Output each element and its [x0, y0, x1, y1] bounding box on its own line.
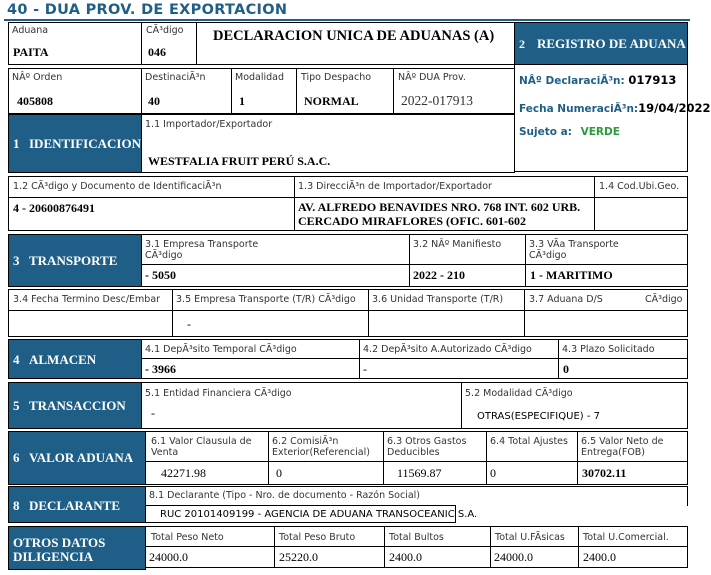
gastos-label2: Deducibles [387, 447, 440, 458]
declarante-value-cell [145, 505, 478, 523]
sujeto-row [519, 126, 620, 138]
manifiesto-label-cell [409, 234, 526, 265]
fecha-termino-cell [8, 289, 173, 337]
aduana-label: Aduana [12, 25, 49, 36]
deposito-value-cell [141, 358, 360, 379]
transaccion-name: TRANSACCION [29, 398, 126, 413]
direccion-label: 1.3 DirecciÃ³n de Importador/Exportador [298, 181, 492, 192]
importador-cell [141, 114, 515, 173]
sujeto-label: Sujeto a: [519, 126, 572, 138]
unidad-divider [368, 310, 525, 311]
bultos-label-cell [384, 526, 491, 547]
unidad-label: 3.6 Unidad Transporte (T/R) [372, 294, 504, 305]
clausula-label-cell [145, 431, 269, 462]
declaracion-value: 017913 [628, 73, 677, 87]
declarante-value: RUC 20101409199 - AGENCIA DE ADUANA TRANSOCEANIC S.A. [160, 509, 478, 520]
ubigeo-label: 1.4 Cod.Ubi.Geo. [599, 181, 680, 192]
codigo-doc-label: 1.2 CÃ³digo y Documento de IdentificaciÃ³n [13, 181, 222, 192]
plazo-label: 4.3 Plazo Solicitado [562, 344, 655, 355]
dua-label: NÂº DUA Prov. [398, 72, 466, 83]
fecha-termino-label: 3.4 Fecha Termino Desc/Embar [13, 294, 161, 305]
autorizado-value: - [363, 362, 367, 376]
peso-bruto-label-cell [274, 526, 385, 547]
fecha-value: 19/04/2022 [638, 101, 711, 115]
peso-neto-value-cell [145, 546, 275, 568]
comision-label-cell [268, 431, 384, 462]
declarante-num: 8 [13, 498, 20, 513]
comercial-value-cell [578, 546, 688, 568]
aduana-cell [8, 22, 142, 65]
aduana-value: PAITA [13, 45, 49, 59]
otros-name-line2: DILIGENCIA [13, 549, 94, 564]
declaracion-title-cell [196, 22, 515, 65]
via-value-cell [525, 264, 688, 287]
via-label-cell [525, 234, 688, 265]
via-value: 1 - MARITIMO [530, 268, 613, 282]
sujeto-value: VERDE [580, 126, 620, 138]
gastos-value-cell [383, 461, 487, 485]
aduana-ds-divider [524, 310, 688, 311]
plazo-value: 0 [563, 362, 569, 376]
page-title: 40 - DUA PROV. DE EXPORTACION [7, 2, 288, 18]
otros-name-line1: OTROS DATOS [13, 535, 106, 550]
identificacion-header [8, 114, 142, 173]
aduana-ds-label: 3.7 Aduana D/S [529, 294, 603, 305]
dua-cell [393, 68, 515, 114]
clausula-label2: Venta [151, 447, 179, 458]
entidad-value: - [151, 406, 155, 420]
aduana-ds-codigo: CÃ³digo [645, 294, 683, 305]
modalidad-tx-label: 5.2 Modalidad CÃ³digo [465, 388, 573, 399]
fob-value: 30702.11 [582, 466, 627, 480]
fob-value-cell [577, 461, 688, 485]
deposito-label: 4.1 DepÃ³sito Temporal CÃ³digo [145, 344, 297, 355]
valor-aduana-header [8, 431, 146, 485]
orden-label: NÂº Orden [12, 72, 63, 83]
peso-neto-label-cell [145, 526, 275, 547]
registro-num: 2 [519, 37, 525, 51]
declarante-name: DECLARANTE [29, 498, 121, 513]
declaracion-title: DECLARACION UNICA DE ADUANAS (A) [213, 28, 495, 44]
despacho-cell [296, 68, 394, 114]
registro-panel [514, 64, 711, 172]
orden-value: 405808 [17, 94, 53, 108]
modalidad-tx-value: OTRAS(ESPECIFIQUE) - 7 [477, 411, 600, 422]
importador-label: 1.1 Importador/Exportador [145, 119, 273, 130]
modalidad-value: 1 [239, 94, 245, 108]
declarante-header [8, 486, 146, 523]
unidad-cell [368, 289, 525, 337]
importador-value: WESTFALIA FRUIT PERÚ S.A.C. [148, 154, 331, 168]
declaracion-label: NÂº DeclaraciÃ³n: [519, 75, 625, 87]
comercial-label-cell [578, 526, 688, 547]
declarante-label: 8.1 Declarante (Tipo - Nro. de documento - Razón Social) [149, 490, 420, 501]
modalidad-label: Modalidad [235, 72, 285, 83]
dua-value: 2022-017913 [401, 93, 473, 108]
manifiesto-label: 3.2 NÂº Manifiesto [413, 239, 502, 250]
empresa-tr-divider [172, 310, 369, 311]
codigo-value: 046 [148, 45, 166, 59]
valor-name: VALOR ADUANA [29, 450, 134, 465]
despacho-label: Tipo Despacho [301, 72, 372, 83]
empresa-label-cell [141, 234, 410, 265]
registro-label: REGISTRO DE ADUANA [537, 36, 686, 51]
gastos-label-cell [383, 431, 487, 462]
transaccion-num: 5 [13, 398, 20, 413]
plazo-label-cell [558, 339, 688, 359]
manifiesto-value-cell [409, 264, 526, 287]
manifiesto-value: 2022 - 210 [413, 268, 465, 282]
clausula-label1: 6.1 Valor Clausula de [151, 436, 252, 447]
otros-datos-header [8, 526, 146, 570]
fob-label2: Entrega(FOB) [581, 447, 646, 458]
direccion-label-cell [294, 176, 595, 198]
comision-value: 0 [276, 466, 282, 480]
identificacion-name: IDENTIFICACION [29, 136, 141, 151]
declarante-label-cell [145, 486, 688, 506]
bultos-value: 2400.0 [389, 550, 422, 564]
fisicas-value-cell [490, 546, 579, 568]
bultos-value-cell [384, 546, 491, 568]
fisicas-label: Total U.FÃsicas [495, 532, 565, 543]
fecha-termino-divider [8, 310, 173, 311]
direccion-value-cell [294, 197, 595, 231]
almacen-name: ALMACEN [29, 352, 97, 367]
deposito-value: - 3966 [145, 362, 176, 376]
aduana-ds-cell [524, 289, 688, 337]
peso-bruto-value-cell [274, 546, 385, 568]
ajustes-label: 6.4 Total Ajustes [490, 436, 568, 447]
codigo-label: CÃ³digo [146, 25, 184, 36]
declaracion-row [519, 73, 676, 87]
clausula-value: 42271.98 [161, 466, 206, 480]
ubigeo-label-cell [594, 176, 688, 198]
transporte-name: TRANSPORTE [29, 253, 118, 268]
bultos-label: Total Bultos [389, 532, 444, 543]
fob-label-cell [577, 431, 688, 462]
via-label1: 3.3 VÃa Transporte [529, 239, 619, 250]
entidad-cell [141, 382, 462, 429]
fecha-label: Fecha NumeraciÃ³n: [519, 103, 639, 115]
modalidad-tx-cell [461, 382, 688, 429]
codigo-doc-label-cell [8, 176, 295, 198]
registro-aduana-header [514, 22, 688, 65]
transporte-num: 3 [13, 253, 20, 268]
empresa-tr-cell [172, 289, 369, 337]
autorizado-label: 4.2 DepÃ³sito A.Autorizado CÃ³digo [363, 344, 532, 355]
despacho-value: NORMAL [304, 94, 359, 108]
ajustes-label-cell [486, 431, 578, 462]
empresa-tr-value: - [187, 317, 191, 331]
codigo-doc-value: 4 - 20600876491 [13, 201, 95, 215]
deposito-label-cell [141, 339, 360, 359]
empresa-label2: CÃ³digo [145, 250, 183, 261]
comision-value-cell [268, 461, 384, 485]
ajustes-value: 0 [490, 466, 496, 480]
peso-neto-value: 24000.0 [149, 550, 188, 564]
valor-num: 6 [13, 450, 20, 465]
peso-bruto-label: Total Peso Bruto [279, 532, 356, 543]
peso-bruto-value: 25220.0 [279, 550, 318, 564]
modalidad-cell [231, 68, 297, 114]
autorizado-label-cell [359, 339, 559, 359]
empresa-label1: 3.1 Empresa Transporte [145, 239, 259, 250]
comercial-label: Total U.Comercial. [583, 532, 669, 543]
empresa-value: - 5050 [145, 268, 176, 282]
plazo-value-cell [558, 358, 688, 379]
gastos-value: 11569.87 [397, 466, 442, 480]
gastos-label1: 6.3 Otros Gastos [387, 436, 467, 447]
identificacion-num: 1 [13, 136, 20, 151]
peso-neto-label: Total Peso Neto [151, 532, 224, 543]
comision-label1: 6.2 ComisiÃ³n [272, 436, 339, 447]
autorizado-value-cell [359, 358, 559, 379]
almacen-num: 4 [13, 352, 20, 367]
destinacion-label: DestinaciÃ³n [145, 72, 206, 83]
ubigeo-value-cell [594, 197, 688, 231]
direccion-line2: CERCADO MIRAFLORES (OFIC. 601-602 [298, 214, 526, 228]
fob-label1: 6.5 Valor Neto de [581, 436, 664, 447]
fecha-row [519, 101, 711, 115]
empresa-tr-label: 3.5 Empresa Transporte (T/R) CÃ³digo [176, 294, 356, 305]
via-label2: CÃ³digo [529, 250, 567, 261]
clausula-value-cell [145, 461, 269, 485]
direccion-line1: AV. ALFREDO BENAVIDES NRO. 768 INT. 602 URB. [298, 200, 581, 214]
orden-cell [8, 68, 142, 114]
empresa-value-cell [141, 264, 410, 287]
codigo-doc-value-cell [8, 197, 295, 231]
title-underline [4, 19, 690, 21]
codigo-cell [141, 22, 197, 65]
fisicas-label-cell [490, 526, 579, 547]
fisicas-value: 24000.0 [494, 550, 533, 564]
transaccion-header [8, 382, 142, 429]
entidad-label: 5.1 Entidad Financiera CÃ³digo [145, 388, 292, 399]
ajustes-value-cell [486, 461, 578, 485]
transporte-header [8, 234, 142, 287]
comercial-value: 2400.0 [583, 550, 616, 564]
almacen-header [8, 339, 142, 379]
destinacion-cell [141, 68, 232, 114]
destinacion-value: 40 [148, 94, 160, 108]
comision-label2: Exterior(Referencial) [272, 447, 370, 458]
